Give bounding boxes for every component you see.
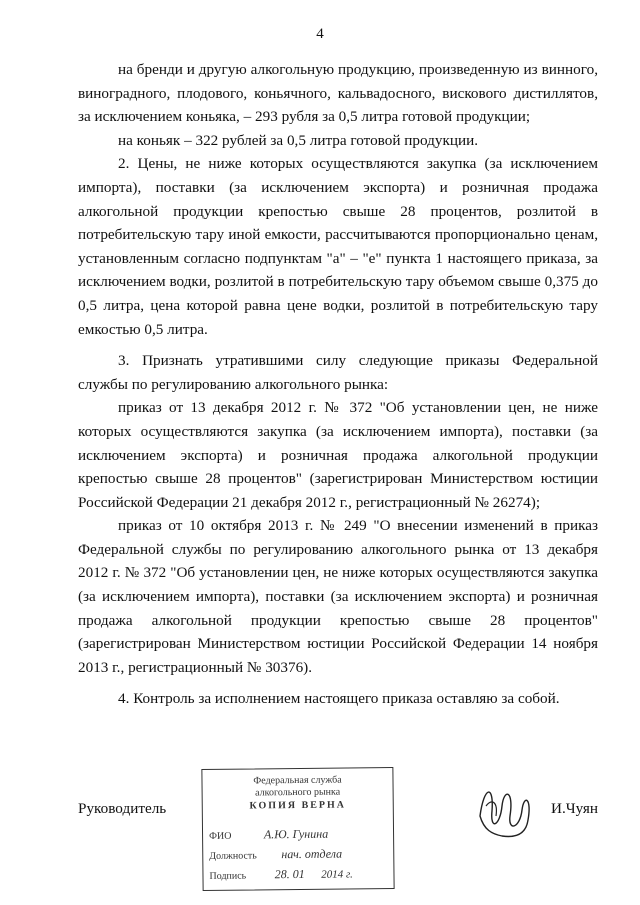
paragraph-order-372: приказ от 13 декабря 2012 г. № 372 "Об установлении цен, не ниже которых осуществляются закупка (за исключением импорта), поставки (за исключением экспорта) и розничная продажа алкогольной продукции крепостью свыше 28 процентов" (зарегистрирован Министерством юстиции Российской Федерации 21 декабря 2012 г., регистрационный № 26274); (78, 399, 598, 511)
page-number: 4 (316, 26, 324, 42)
stamp-date-value: 28. 01 (274, 866, 305, 882)
stamp-copy-verified: КОПИЯ ВЕРНА (249, 799, 347, 812)
stamp-position-row (209, 846, 387, 863)
stamp-year-value: 2014 г. (321, 868, 353, 881)
stamp-position-value: нач. отдела (281, 846, 343, 862)
stamp-fio-value: А.Ю. Гунина (263, 826, 329, 842)
handwritten-signature-icon (472, 776, 542, 846)
copy-certification-stamp (201, 767, 394, 891)
signatory-name: И.Чуян (551, 800, 598, 817)
stamp-line-2: алкогольного рынка (255, 786, 341, 799)
paragraph-order-249: приказ от 10 октября 2013 г. № 249 "О внесении изменений в приказ Федеральной службы по регулированию алкогольного рынка от 13 декабря 2012 г. № 372 "Об установлении цен, не ниже которых осуществляются закупка (за исключением импорта), поставки (за исключением экспорта) и розничная продажа алкогольной продукции крепостью свыше 28 процентов" (зарегистрирован Министерством юстиции Российской Федерации 14 ноября 2013 г., регистрационный № 30376). (78, 517, 598, 676)
stamp-fio-label: ФИО (209, 830, 232, 842)
stamp-fio-row (209, 826, 387, 843)
paragraph-brandy: на бренди и другую алкогольную продукцию, произведенную из винного, виноградного, плодового, коньячного, кальвадосного, вискового дистиллятов, за исключением коньяка, – 293 рубля за 0,5 литра готовой продукции; (78, 61, 598, 126)
stamp-position-label: Должность (209, 850, 257, 862)
paragraph-item-3: 3. Признать утратившими силу следующие приказы Федеральной службы по регулированию алкогольного рынка: (78, 352, 598, 393)
signatory-title: Руководитель (78, 800, 167, 817)
paragraph-cognac: на коньяк – 322 рублей за 0,5 литра готовой продукции. (118, 131, 479, 149)
stamp-signature-label: Подпись (209, 870, 247, 882)
paragraph-item-2: 2. Цены, не ниже которых осуществляются закупка (за исключением импорта), поставки (за исключением экспорта) и розничная продажа алкогольной продукции крепостью свыше 28 процентов, розлитой в потребительскую тару иной емкости, рассчитываются пропорционально ценам, установленным согласно подпунктам "а" – "е" пункта 1 настоящего приказа, за исключением водки, розлитой в потребительскую тару объемом свыше 0,375 до 0,5 литра, цена которой равна цене водки, розлитой в потребительскую тару емкостью 0,5 литра. (78, 155, 598, 338)
paragraph-item-4: 4. Контроль за исполнением настоящего приказа оставляю за собой. (118, 690, 560, 708)
stamp-line-1: Федеральная служба (253, 774, 342, 787)
document-body (78, 58, 598, 711)
stamp-signature-row (209, 866, 387, 883)
